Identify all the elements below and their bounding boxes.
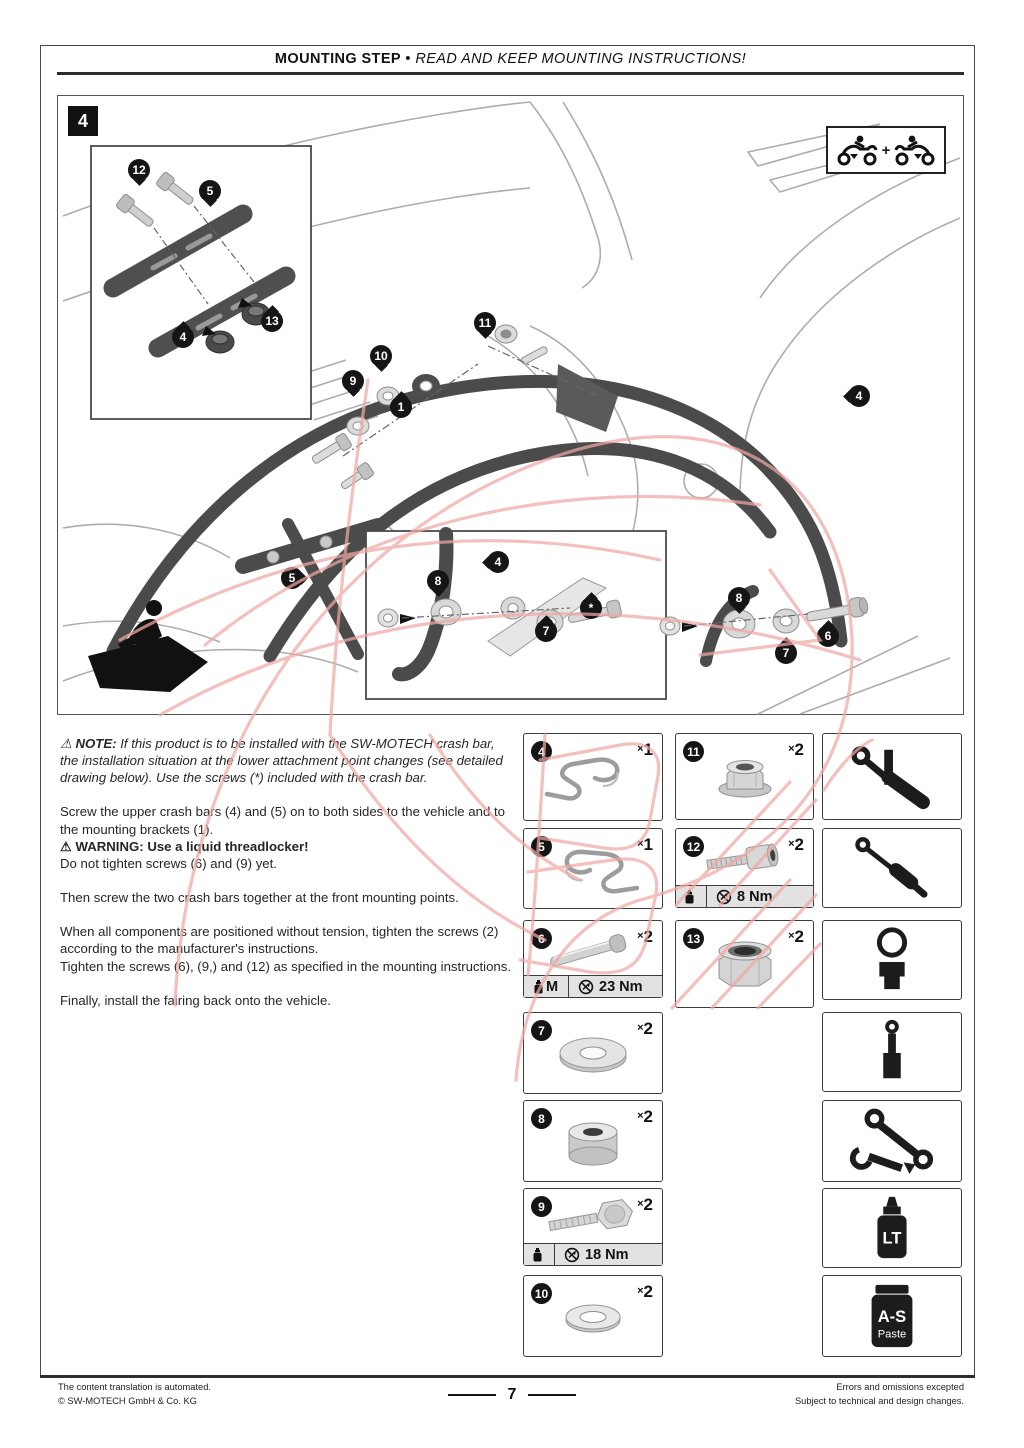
- note-paragraph: [60, 735, 516, 786]
- part-number-badge: 8: [531, 1108, 552, 1129]
- callout-12: [128, 159, 150, 181]
- step-paragraph-1: [60, 803, 516, 872]
- callout-6: [817, 625, 839, 647]
- callout-label: 10: [374, 349, 388, 363]
- footer-changes-note: Subject to technical and design changes.: [794, 1395, 964, 1406]
- part-number-badge: 13: [683, 928, 704, 949]
- step-paragraph-3: [60, 923, 516, 974]
- glue-label: M: [545, 978, 559, 995]
- torque-cell: [569, 976, 662, 997]
- washer-large-drawing: [533, 1026, 653, 1082]
- callout-label: 13: [265, 314, 279, 328]
- part-photo: [676, 833, 813, 885]
- torque-value: 8 Nm: [737, 888, 773, 905]
- svg-text:LT: LT: [882, 1228, 902, 1248]
- warning-line: [60, 838, 516, 855]
- part-box-6: [523, 920, 663, 998]
- footer-errors-note: Errors and omissions excepted: [836, 1382, 964, 1392]
- part-number-badge: 5: [531, 836, 552, 857]
- part-number-badge: 11: [683, 741, 704, 762]
- spacer-drawing: [533, 1114, 653, 1170]
- glue-cell: [524, 1244, 555, 1265]
- part-photo: [524, 1193, 662, 1243]
- callout-7: [775, 642, 797, 664]
- callout-8: [427, 570, 449, 592]
- times-sign: ×: [788, 743, 795, 755]
- callout-tail: [482, 556, 495, 569]
- callout-1: [390, 396, 412, 418]
- callout-label: 6: [824, 629, 832, 643]
- diagram-callouts: [58, 96, 965, 716]
- part-photo: [524, 1017, 662, 1091]
- times-sign: ×: [637, 1022, 644, 1034]
- torque-value: 23 Nm: [599, 978, 643, 995]
- anti-seize-paste-jar-icon: [833, 1281, 951, 1351]
- step-text-1: Screw the upper crash bars (4) and (5) on to both sides to the vehicle and to the mounting brackets (1).: [60, 804, 505, 837]
- callout-label: 8: [434, 574, 442, 588]
- threadlocker-bottle-icon: [685, 890, 694, 904]
- part-number-badge: 6: [531, 928, 552, 949]
- callout-7: [535, 620, 557, 642]
- both-sides-pictogram: [826, 126, 946, 174]
- threadlocker-lt-bottle-icon: [833, 1193, 951, 1263]
- crashbar-right-drawing: [533, 750, 653, 806]
- callout-label: 4: [855, 389, 863, 403]
- long-bolt-drawing: [533, 922, 653, 978]
- threadlocker-bottle-icon: [534, 980, 543, 994]
- step-paragraph-4: Finally, install the fairing back onto the vehicle.: [60, 992, 331, 1008]
- quantity-value: 2: [794, 835, 804, 854]
- page-number-line-right: [528, 1394, 576, 1396]
- part-photo: [524, 833, 662, 906]
- svg-text:Paste: Paste: [877, 1328, 907, 1341]
- note-text: If this product is to be installed with the SW-MOTECH crash bar, the installation situation at the lower attachment point changes (see detailed drawing below). Use the screws (*) included with the crash bar.: [60, 736, 503, 786]
- callout-label: 9: [349, 374, 357, 388]
- tool-box-torque-driver: [822, 733, 962, 820]
- part-box-9: [523, 1188, 663, 1266]
- header-title: MOUNTING STEP: [274, 51, 401, 67]
- footer-translation-note: The content translation is automated.: [58, 1382, 211, 1392]
- callout-13: [261, 310, 283, 332]
- part-number-badge: 12: [683, 836, 704, 857]
- quantity-value: 2: [794, 740, 804, 759]
- part-number-badge: 4: [531, 741, 552, 762]
- page-number-line-left: [448, 1394, 496, 1396]
- times-sign: ×: [637, 743, 644, 755]
- hex-bolt-drawing: [533, 1190, 653, 1246]
- page-number-block: [0, 1386, 1024, 1404]
- part-box-7: [523, 1012, 663, 1094]
- part-footer: [524, 1243, 662, 1265]
- part-photo: [524, 1280, 662, 1354]
- note-warning-icon: ⚠: [60, 736, 72, 751]
- quantity-value: 2: [643, 1282, 653, 1301]
- socket-extension-icon: [833, 1017, 951, 1087]
- part-box-4: [523, 733, 663, 821]
- page-header: [57, 51, 964, 67]
- socket-screw-drawing: [685, 831, 805, 887]
- part-number-badge: 9: [531, 1196, 552, 1217]
- part-photo: [524, 925, 662, 975]
- part-box-5: [523, 828, 663, 909]
- callout-label: 4: [494, 555, 502, 569]
- times-sign: ×: [788, 930, 795, 942]
- callout-tail: [295, 572, 308, 585]
- motorcycle-rider-right-icon: [893, 134, 937, 166]
- part-box-13: [675, 920, 814, 1008]
- callout-label: *: [588, 601, 594, 615]
- torque-wrench-icon: [716, 889, 732, 905]
- step-text-3: When all components are positioned without tension, tighten the screws (2) according to the manufacturer's instructions.: [60, 924, 499, 957]
- tool-box-screwdriver: [822, 828, 962, 908]
- part-footer: [676, 885, 813, 907]
- callout-8: [728, 587, 750, 609]
- screwdriver-icon: [833, 833, 951, 903]
- callout-4: [848, 385, 870, 407]
- callout-*: [580, 597, 602, 619]
- quantity-value: 1: [643, 835, 653, 854]
- footer-copyright: © SW-MOTECH GmbH & Co. KG: [58, 1395, 197, 1406]
- torque-cell: [555, 1244, 662, 1265]
- step-number-badge: 4: [68, 106, 98, 136]
- callout-label: 1: [397, 400, 405, 414]
- instruction-text: [60, 735, 516, 1026]
- part-footer: [524, 975, 662, 997]
- warning-label: WARNING:: [75, 838, 144, 854]
- page-number: 7: [507, 1386, 517, 1403]
- quantity-value: 2: [643, 927, 653, 946]
- quantity-value: 2: [643, 1019, 653, 1038]
- svg-text:A-S: A-S: [877, 1306, 907, 1326]
- times-sign: ×: [637, 1285, 644, 1297]
- note-label: NOTE:: [75, 736, 117, 751]
- times-sign: ×: [637, 838, 644, 850]
- callout-label: 5: [288, 571, 296, 585]
- tool-box-wrenches: [822, 1100, 962, 1182]
- part-photo: [676, 738, 813, 817]
- warning-icon: ⚠: [60, 838, 72, 854]
- quantity-value: 1: [643, 740, 653, 759]
- callout-label: 7: [542, 624, 550, 638]
- glue-cell: [524, 976, 569, 997]
- part-box-10: [523, 1275, 663, 1357]
- crashbar-left-drawing: [533, 842, 653, 898]
- torque-wrench-icon: [578, 979, 594, 995]
- torque-wrench-icon: [564, 1247, 580, 1263]
- torque-driver-icon: [833, 742, 951, 812]
- times-sign: ×: [637, 1110, 644, 1122]
- flange-nut-drawing: [685, 750, 805, 806]
- diagram-box: [57, 95, 964, 715]
- times-sign: ×: [637, 930, 644, 942]
- part-number-badge: 10: [531, 1283, 552, 1304]
- part-box-12: [675, 828, 814, 908]
- callout-11: [474, 312, 496, 334]
- lock-nut-drawing: [685, 937, 805, 993]
- part-photo: [676, 925, 813, 1005]
- part-photo: [524, 1105, 662, 1179]
- part-box-8: [523, 1100, 663, 1182]
- times-sign: ×: [637, 1198, 644, 1210]
- callout-4: [487, 551, 509, 573]
- callout-5: [281, 567, 303, 589]
- washer-drawing: [533, 1289, 653, 1345]
- tool-box-socket-extension: [822, 1012, 962, 1092]
- callout-5: [199, 180, 221, 202]
- callout-label: 4: [179, 330, 187, 344]
- callout-label: 5: [206, 184, 214, 198]
- callout-label: 11: [478, 316, 492, 330]
- tool-box-hex-socket: [822, 920, 962, 1000]
- callout-label: 12: [132, 163, 146, 177]
- callout-10: [370, 345, 392, 367]
- header-separator: •: [405, 51, 411, 67]
- footer-rule: [40, 1375, 975, 1378]
- header-subtitle: READ AND KEEP MOUNTING INSTRUCTIONS!: [415, 51, 747, 67]
- part-photo: [524, 738, 662, 818]
- warning-text: Use a liquid threadlocker!: [147, 838, 309, 854]
- torque-value: 18 Nm: [585, 1246, 629, 1263]
- callout-label: 8: [735, 591, 743, 605]
- motorcycle-rider-left-icon: [835, 134, 879, 166]
- tool-box-threadlocker-bottle: [822, 1188, 962, 1268]
- part-number-badge: 7: [531, 1020, 552, 1041]
- part-box-11: [675, 733, 814, 820]
- callout-4: [172, 326, 194, 348]
- plus-sign: +: [881, 141, 891, 159]
- header-rule: [57, 72, 964, 75]
- glue-cell: [676, 886, 707, 907]
- hex-socket-icon: [833, 925, 951, 995]
- open-end-wrenches-icon: [833, 1106, 951, 1176]
- threadlocker-bottle-icon: [533, 1248, 542, 1262]
- quantity-value: 2: [794, 927, 804, 946]
- callout-label: 7: [782, 646, 790, 660]
- torque-cell: [707, 886, 813, 907]
- quantity-value: 2: [643, 1195, 653, 1214]
- step-text-2: Do not tighten screws (6) and (9) yet.: [60, 855, 277, 871]
- times-sign: ×: [788, 838, 795, 850]
- quantity-value: 2: [643, 1107, 653, 1126]
- callout-tail: [843, 390, 856, 403]
- callout-9: [342, 370, 364, 392]
- step-paragraph-2: Then screw the two crash bars together at the front mounting points.: [60, 890, 459, 906]
- tool-box-paste-jar: [822, 1275, 962, 1357]
- step-text-4: Tighten the screws (6), (9,) and (12) as specified in the mounting instructions.: [60, 958, 512, 974]
